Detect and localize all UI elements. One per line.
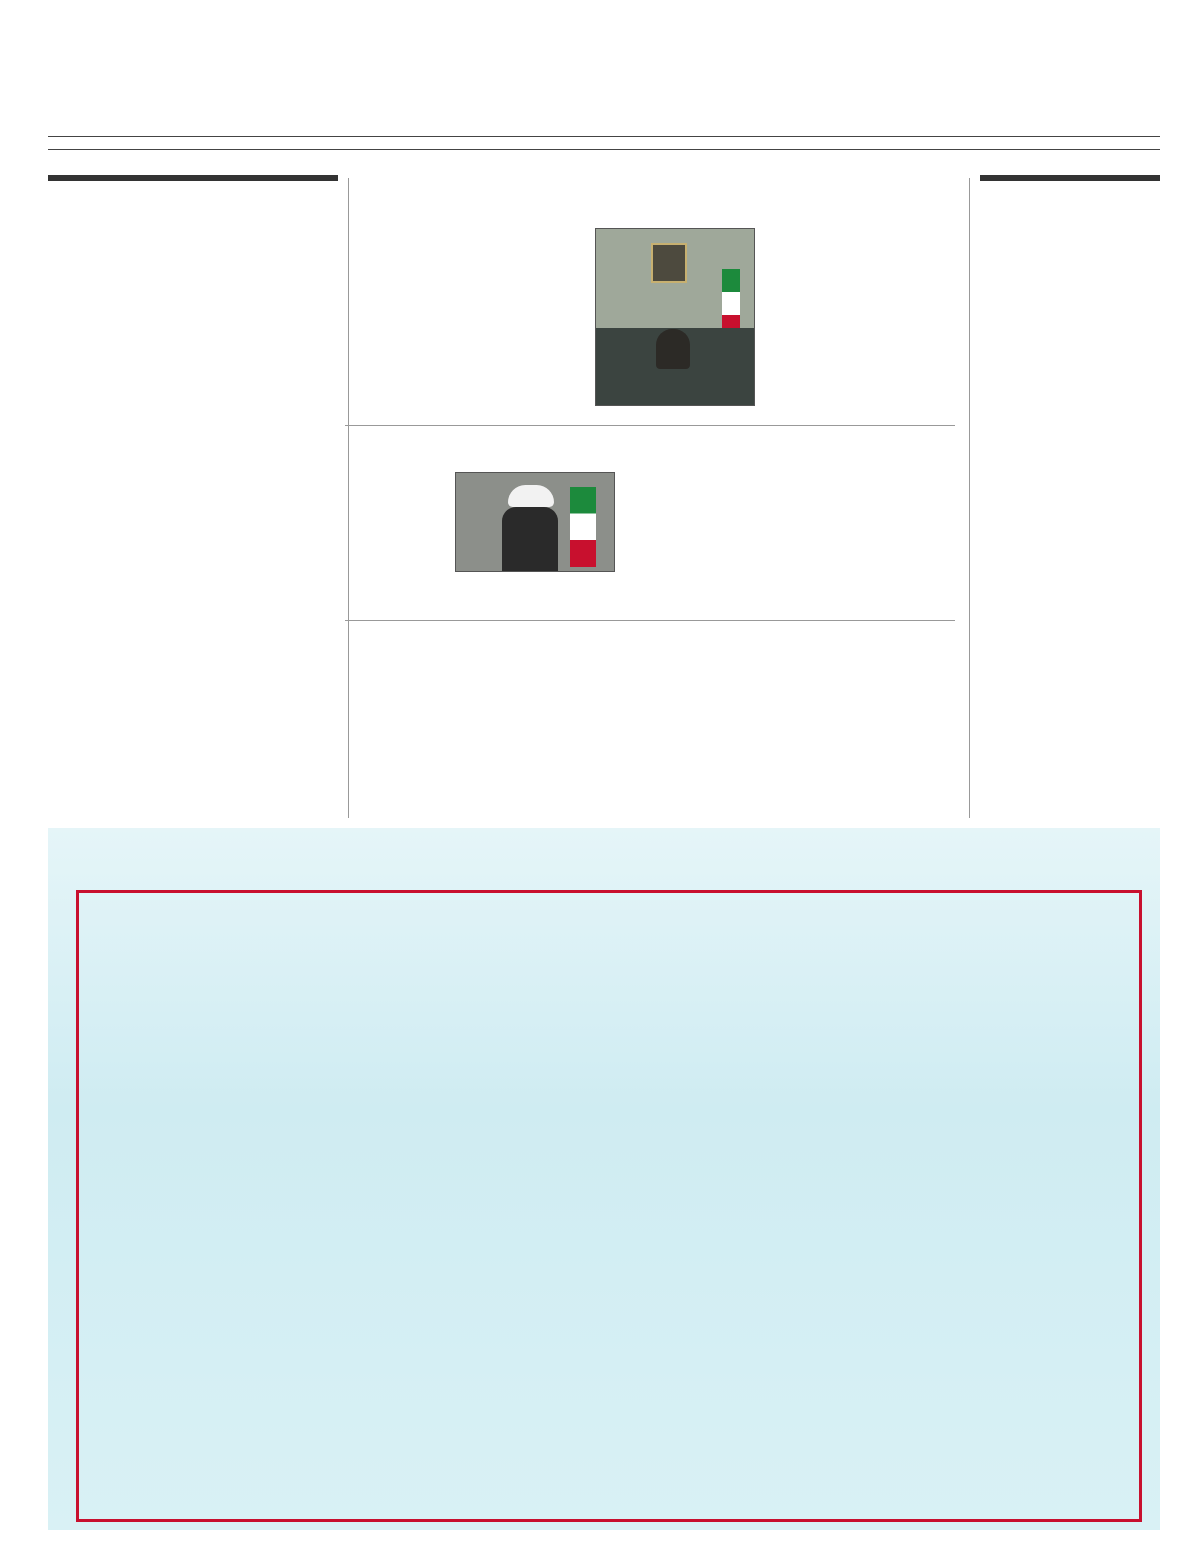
section-divider: [345, 425, 955, 426]
section-divider: [345, 620, 955, 621]
newspaper-logo: [48, 40, 408, 140]
newspaper-page: [48, 20, 1160, 1540]
column-divider: [348, 178, 349, 818]
agencies-advertisement: [48, 828, 1160, 1530]
flag-icon: [570, 487, 596, 567]
person-icon: [502, 507, 558, 572]
date-strip: [48, 136, 1160, 150]
column-divider: [969, 178, 970, 818]
politics-column: [48, 175, 338, 187]
short-news-column: [980, 175, 1160, 187]
turban-icon: [508, 485, 554, 507]
rouhani-photo: [595, 228, 755, 406]
short-news-header: [980, 175, 1160, 181]
politics-header: [48, 175, 338, 181]
prosecutor-photo: [455, 472, 615, 572]
person-icon: [656, 329, 690, 369]
agencies-table: [76, 890, 1142, 1522]
masthead: [48, 20, 1160, 170]
portrait-frame-icon: [651, 243, 687, 283]
